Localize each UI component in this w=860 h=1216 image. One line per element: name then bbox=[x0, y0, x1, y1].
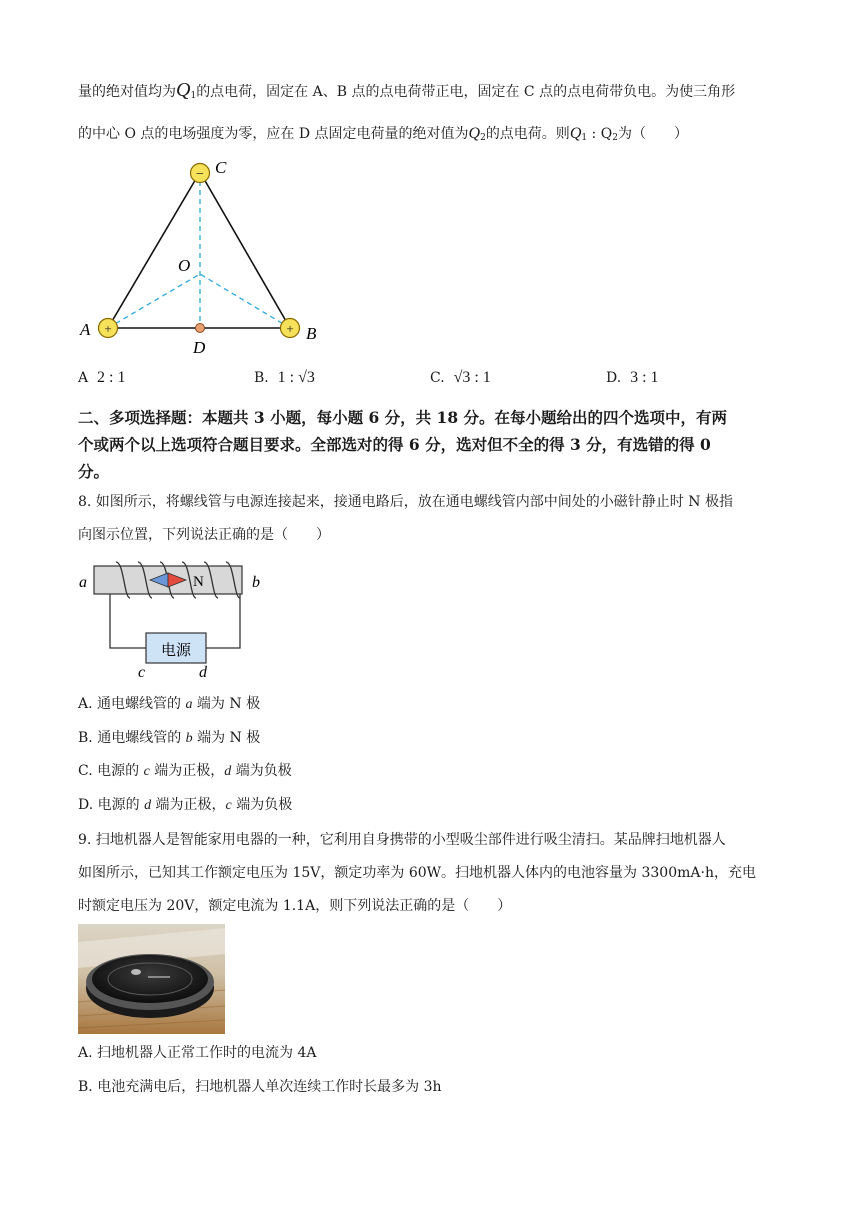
wire-left bbox=[110, 594, 146, 648]
q7-option-d[interactable]: D. 3 : 1 bbox=[606, 369, 659, 386]
q8-text-line-2: 向图示位置，下列说法正确的是（ ） bbox=[78, 527, 330, 543]
label-d: D bbox=[193, 338, 206, 357]
wire-right bbox=[206, 594, 240, 648]
section2-heading-line-2: 个或两个以上选项符合题目要求。全部选对的得 6 分，选对但不全的得 3 分，有选错的得 0 bbox=[78, 435, 711, 454]
dashed-ao bbox=[108, 274, 200, 328]
label-b: B bbox=[306, 324, 317, 343]
q7-text-line-1: 量的绝对值均为$Q_1$的点电荷，固定在 A、B 点的点电荷带正电，固定在 C 点的点电荷带负电。为使三角形 bbox=[78, 79, 736, 101]
charge-a-sign: + bbox=[104, 321, 112, 336]
label-a: A bbox=[80, 320, 91, 339]
triangle-figure bbox=[76, 156, 326, 358]
q9-option-a[interactable]: A. 扫地机器人正常工作时的电流为 4A bbox=[78, 1045, 317, 1061]
q7-option-b[interactable]: B. 1 : √3 bbox=[254, 369, 315, 386]
q7-option-c[interactable]: C. √3 : 1 bbox=[430, 369, 491, 386]
charge-c-sign: − bbox=[196, 167, 204, 182]
q9-text-line-1: 9. 扫地机器人是智能家用电器的一种，它利用自身携带的小型吸尘部件进行吸尘清扫。某品牌扫地机器人 bbox=[78, 832, 726, 848]
dashed-bo bbox=[200, 274, 290, 328]
charge-b-sign: + bbox=[286, 321, 294, 336]
q7-text-line-2: 的中心 O 点的电场强度为零，应在 D 点固定电荷量的绝对值为$Q_2$的点电荷。则$Q_1$ : $Q_2$为（ ） bbox=[78, 125, 688, 143]
q8-option-c[interactable]: C. 电源的 c 端为正极，d 端为负极 bbox=[78, 763, 292, 779]
label-d-terminal: d bbox=[199, 664, 207, 681]
section2-heading-line-3: 分。 bbox=[78, 462, 110, 481]
label-a-end: a bbox=[79, 574, 87, 591]
label-c-terminal: c bbox=[138, 664, 146, 681]
side-cb bbox=[200, 172, 290, 328]
solenoid-figure bbox=[76, 556, 272, 682]
q9-text-line-2: 如图所示，已知其工作额定电压为 15V，额定功率为 60W。扫地机器人体内的电池容量为 3300mA·h，充电 bbox=[78, 865, 756, 881]
q8-text-line-1: 8. 如图所示，将螺线管与电源连接起来，接通电路后，放在通电螺线管内部中间处的小磁针静止时 N 极指 bbox=[78, 494, 733, 510]
q8-option-b[interactable]: B. 通电螺线管的 b 端为 N 极 bbox=[78, 730, 261, 746]
section2-heading-line-1: 二、多项选择题：本题共 3 小题，每小题 6 分，共 18 分。在每小题给出的四个选项中，有两 bbox=[78, 408, 728, 427]
q8-option-d[interactable]: D. 电源的 d 端为正极，c 端为负极 bbox=[78, 797, 293, 813]
power-supply-label: 电源 bbox=[160, 643, 192, 659]
side-ca bbox=[108, 172, 200, 328]
robot-vacuum-photo bbox=[78, 924, 225, 1034]
q7-option-a[interactable]: A 2 : 1 bbox=[78, 369, 126, 386]
robot-vacuum-image bbox=[78, 924, 225, 1034]
point-d bbox=[196, 324, 205, 333]
q9-option-b[interactable]: B. 电池充满电后，扫地机器人单次连续工作时长最多为 3h bbox=[78, 1079, 442, 1095]
label-o: O bbox=[178, 256, 191, 275]
q8-option-a[interactable]: A. 通电螺线管的 a 端为 N 极 bbox=[78, 696, 261, 712]
label-n: N bbox=[193, 574, 204, 590]
q9-text-line-3: 时额定电压为 20V，额定电流为 1.1A，则下列说法正确的是（ ） bbox=[78, 898, 512, 914]
label-c: C bbox=[215, 158, 227, 177]
label-b-end: b bbox=[252, 574, 260, 591]
